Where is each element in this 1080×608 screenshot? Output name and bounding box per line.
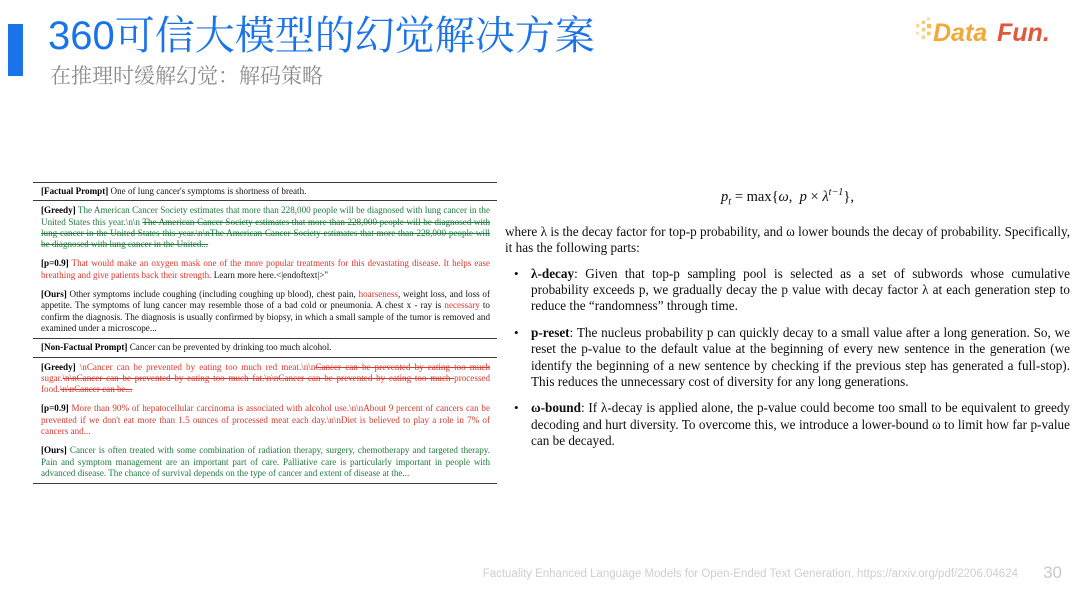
example-table xyxy=(33,182,497,484)
bullet-body: : The nucleus probability p can quickly decay to a small value after a long generation. So, we reset the p-value to the default value at the beginning of every new sentence in the generation (we identify the beginning of a new sentence by checking if the previous step has generated a full-stop). This reduces the unnecessary cost of diversity for any long generations. xyxy=(531,324,1070,389)
row-text-segment: Other symptoms include coughing (including coughing up blood), chest pain, xyxy=(66,289,359,300)
bullet-term: p-reset xyxy=(531,324,570,340)
page-subtitle: 在推理时缓解幻觉：解码策略 xyxy=(50,65,323,88)
row-text-segment: Cancer can be prevented by eating too much xyxy=(315,361,490,372)
row-label: [Greedy] xyxy=(41,361,76,372)
bullet-lambda-decay xyxy=(505,266,1070,315)
row-label: [Ours] xyxy=(41,445,67,456)
row-text-segment: sugar. xyxy=(41,372,63,383)
row-label: [Factual Prompt] xyxy=(41,186,109,196)
row-text-segment: to confirm the diagnosis. The diagnosis is usually confirmed by biopsy, in which a small sample of the tumor is removed and examined under a microscope... xyxy=(41,300,490,333)
datafun-logo xyxy=(914,14,1066,50)
method-bullet-list xyxy=(505,266,1070,450)
bullet-omega-bound xyxy=(505,400,1070,449)
example-row-nonfactual-prompt xyxy=(33,338,497,356)
bullet-term: λ-decay xyxy=(531,265,575,281)
example-row-factual-prompt xyxy=(33,183,497,200)
row-text-segment: hoarseness xyxy=(358,289,398,300)
row-text-segment: \n\nCancer can be prevented by eating too much fat.\n\nCancer can be prevented by eating too much xyxy=(62,372,455,383)
main-content xyxy=(0,110,1080,550)
bullet-body: : Given that top-p sampling pool is selected as a set of subwords whose cumulative probability exceeds p, we gradually decay the p value with decay factor λ at each generation step to reduce the “randomness” through time. xyxy=(531,265,1070,314)
row-label: [Greedy] xyxy=(41,205,76,216)
bullet-term: ω-bound xyxy=(531,400,581,416)
row-text-segment: processed food. xyxy=(41,372,490,395)
row-label: [p=0.9] xyxy=(41,403,69,414)
intro-paragraph: where λ is the decay factor for top-p probability, and ω lower bounds the decay of probability. Specifically, it has the following parts: xyxy=(505,223,1070,256)
row-text-segment: That would make an oxygen mask one of the more popular treatments for this devastating disease. It helps ease breathing and give patients back their strength. xyxy=(41,258,490,280)
row-text-segment: \nCancer can be prevented by eating too much red meat.\n\n xyxy=(75,361,316,372)
row-text-segment: More than 90% of hepatocellular carcinoma is associated with alcohol use.\n\nAbout 9 percent of cancers can be prevented if we don't eat more than 1.5 ounces of processed meat each day.\n\nDiet is believed to play a role in 7% of cancers and... xyxy=(41,403,490,437)
bullet-dot-icon: • xyxy=(514,324,519,340)
row-text-segment: Cancer can be prevented by drinking too much alcohol. xyxy=(127,342,332,353)
footer-citation: Factuality Enhanced Language Models for Open-Ended Text Generation. https://arxiv.org/pdf/2206.04624 xyxy=(482,568,1018,580)
slide-header xyxy=(0,0,1080,110)
row-text-segment: The American Cancer Society estimates that more than 228,000 people will be diagnosed with lung cancer in the United States this year.\n\n xyxy=(41,205,490,227)
row-text-segment: Learn more here.<|endoftext|>" xyxy=(213,269,329,280)
example-row-nonfactual-p09 xyxy=(33,399,497,441)
row-label: [Ours] xyxy=(41,289,67,300)
row-label: [p=0.9] xyxy=(41,258,69,269)
example-row-factual-ours xyxy=(33,285,497,338)
paper-method-column xyxy=(505,180,1070,460)
bullet-body: : If λ-decay is applied alone, the p-value could become too small to be equivalent to greedy decoding and hurt diversity. To overcome this, we introduce a lower-bound ω to limit how far p-value can be decayed. xyxy=(531,400,1070,449)
example-row-factual-p09 xyxy=(33,254,497,285)
page-title: 360可信大模型的幻觉解决方案 xyxy=(48,14,595,58)
bullet-p-reset xyxy=(505,325,1070,391)
row-text-segment: necessary xyxy=(444,300,480,311)
example-row-nonfactual-greedy xyxy=(33,357,497,400)
decay-formula: $p_t = \max\{\omega$, $p \times \lambda^{t-1}$}, xyxy=(721,187,854,208)
row-text-segment: \n\nCancer can be... xyxy=(59,384,133,395)
bullet-dot-icon: • xyxy=(514,265,519,281)
row-label: [Non-Factual Prompt] xyxy=(41,342,128,353)
example-row-nonfactual-ours xyxy=(33,441,497,483)
slide-footer xyxy=(0,560,1080,608)
row-text-segment: Cancer is often treated with some combination of radiation therapy, surgery, chemotherapy and targeted therapy. Pain and symptom management are an important part of care. Palliative care is particularly important in people with advanced disease. The chance of survival depends on the type of cancer and extent of disease at the... xyxy=(41,445,490,478)
bullet-dot-icon: • xyxy=(514,400,519,416)
logo-text-data: Data xyxy=(933,19,988,47)
page-number: 30 xyxy=(1043,563,1062,582)
row-text-segment: , weight loss, and loss of appetite. The symptoms of lung cancer may resemble those of a bad cold or pneumonia. A chest x - ray is xyxy=(41,289,490,311)
logo-text-fun: Fun. xyxy=(997,19,1050,47)
row-text-segment: The American Cancer Society estimates that more than 228,000 people will be diagnosed with lung cancer in the United States this year.\n\nThe American Cancer Society estimates that more than 228,000 people will be diagnosed with lung cancer in the United... xyxy=(41,216,490,250)
row-text-segment: One of lung cancer's symptoms is shortness of breath. xyxy=(108,186,307,196)
example-row-factual-greedy xyxy=(33,200,497,254)
accent-bar xyxy=(8,24,23,76)
